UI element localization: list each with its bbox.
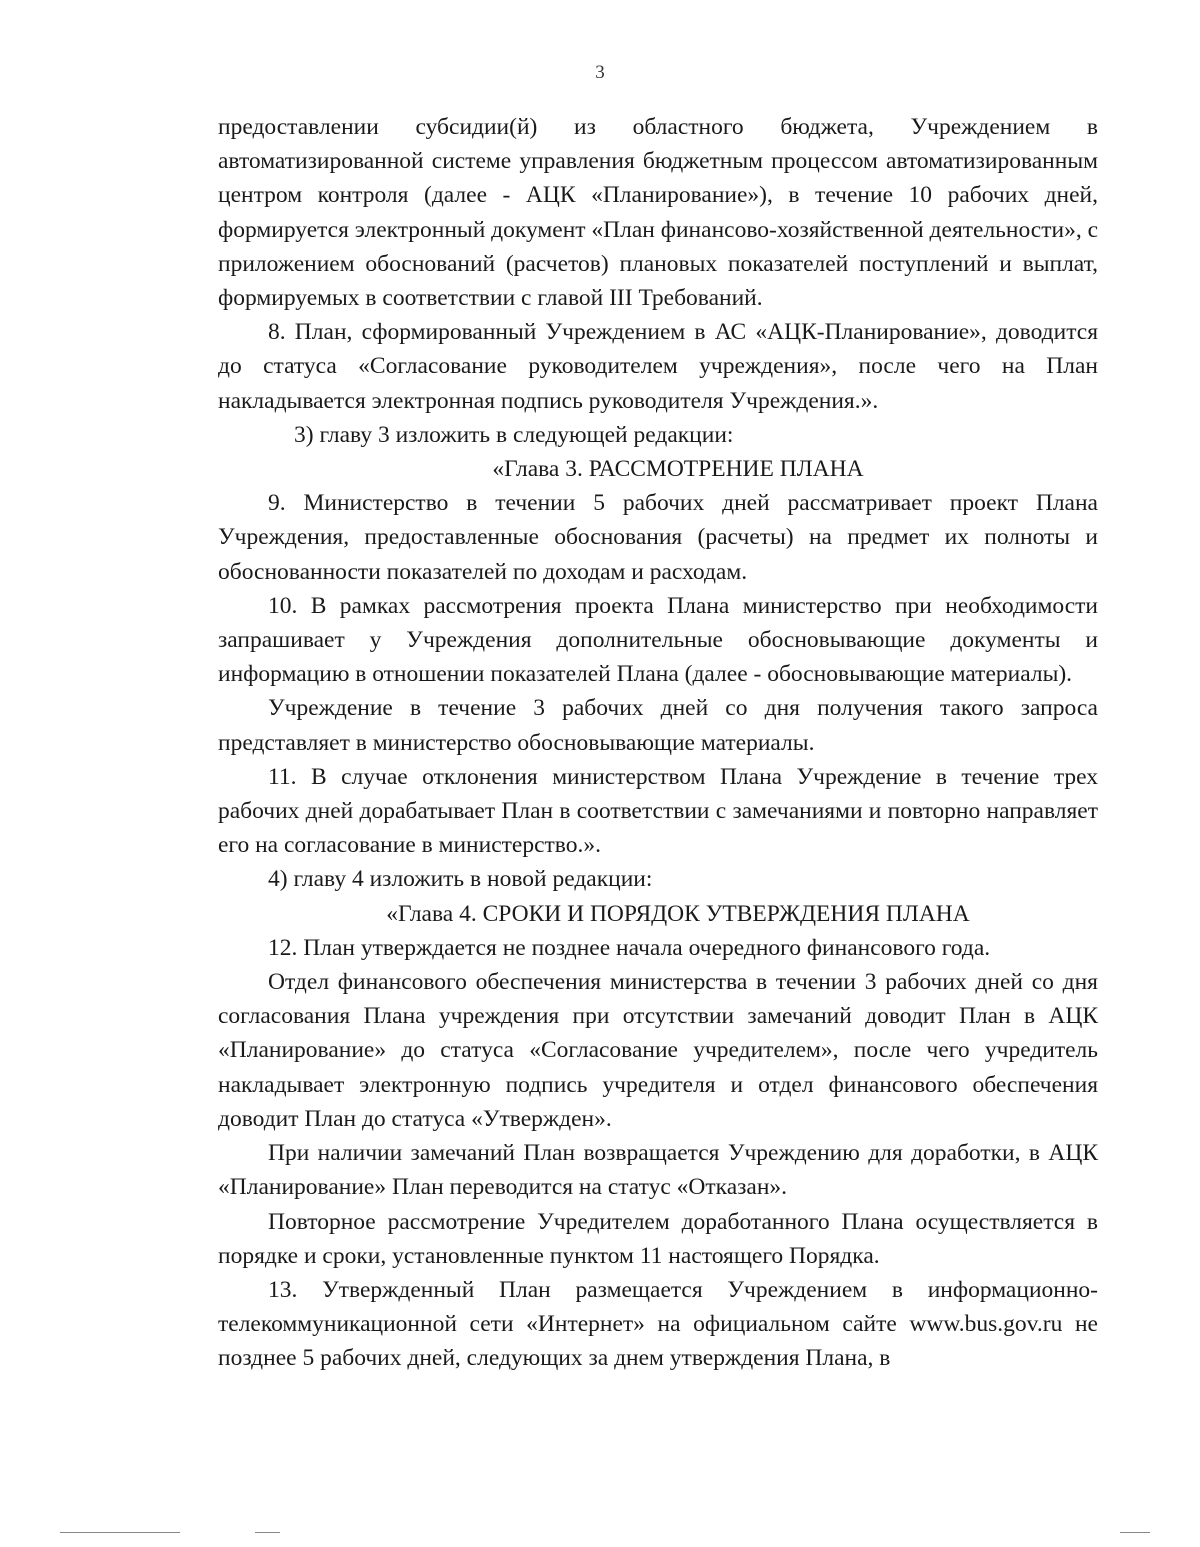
- subitem-3: 3) главу 3 изложить в следующей редакции:: [294, 421, 734, 448]
- paragraph-continuation: предоставлении субсидии(й) из областного бюджета, Учреждением в автоматизированной системе управления бюджетным процессом автоматизированным центром контроля (далее - АЦК «Планирование»), в течение 10 рабочих дней, формируется электронный документ «План финансово-хозяйственной деятельности», с приложением обоснований (расчетов) плановых показателей поступлений и выплат, формируемых в соответствии с главой III Требований.: [218, 114, 1099, 312]
- chapter-4-heading: «Глава 4. СРОКИ И ПОРЯДОК УТВЕРЖДЕНИЯ ПЛАНА: [386, 900, 970, 927]
- paragraph-item-12-cont-2: При наличии замечаний План возвращается Учреждению для доработки, в АЦК «Планирование» План переводится на статус «Отказан».: [218, 1140, 1098, 1201]
- page-number: 3: [595, 62, 605, 83]
- paragraph-item-13: 13. Утвержденный План размещается Учреждением в информационно-телекоммуникационной сети «Интернет» на официальном сайте www.bus.gov.ru не позднее 5 рабочих дней, следующих за днем утверждения Плана, в: [218, 1276, 1098, 1372]
- scan-artifact-line: [255, 1532, 280, 1533]
- document-body: [218, 110, 1098, 1376]
- chapter-3-heading: «Глава 3. РАССМОТРЕНИЕ ПЛАНА: [492, 456, 864, 483]
- paragraph-item-12-cont-3: Повторное рассмотрение Учредителем доработанного Плана осуществляется в порядке и сроки, установленные пунктом 11 настоящего Порядка.: [218, 1208, 1098, 1269]
- paragraph-item-11: 11. В случае отклонения министерством Плана Учреждение в течение трех рабочих дней дорабатывает План в соответствии с замечаниями и повторно направляет его на согласование в министерство.».: [218, 763, 1098, 859]
- paragraph-item-10: 10. В рамках рассмотрения проекта Плана министерство при необходимости запрашивает у Учреждения дополнительные обосновывающие документы и информацию в отношении показателей Плана (далее - обосновывающие материалы).: [218, 592, 1098, 688]
- paragraph-item-12-cont-1: Отдел финансового обеспечения министерства в течении 3 рабочих дней со дня согласования Плана учреждения при отсутствии замечаний доводит План в АЦК «Планирование» до статуса «Согласование учредителем», после чего учредитель накладывает электронную подпись учредителя и отдел финансового обеспечения доводит План до статуса «Утвержден».: [218, 969, 1098, 1132]
- paragraph-item-8: 8. План, сформированный Учреждением в АС «АЦК-Планирование», доводится до статуса «Согласование руководителем учреждения», после чего на План накладывается электронная подпись руководителя Учреждения.».: [218, 319, 1098, 414]
- scan-artifact-line: [1120, 1532, 1150, 1533]
- paragraph-item-10-cont: Учреждение в течение 3 рабочих дней со дня получения такого запроса представляет в министерство обосновывающие материалы.: [218, 695, 1098, 756]
- scan-artifact-line: [60, 1532, 180, 1533]
- subitem-4: 4) главу 4 изложить в новой редакции:: [268, 866, 653, 893]
- paragraph-item-12: 12. План утверждается не позднее начала очередного финансового года.: [268, 934, 991, 961]
- paragraph-item-9: 9. Министерство в течении 5 рабочих дней рассматривает проект Плана Учреждения, предоставленные обоснования (расчеты) на предмет их полноты и обоснованности показателей по доходам и расходам.: [218, 490, 1098, 585]
